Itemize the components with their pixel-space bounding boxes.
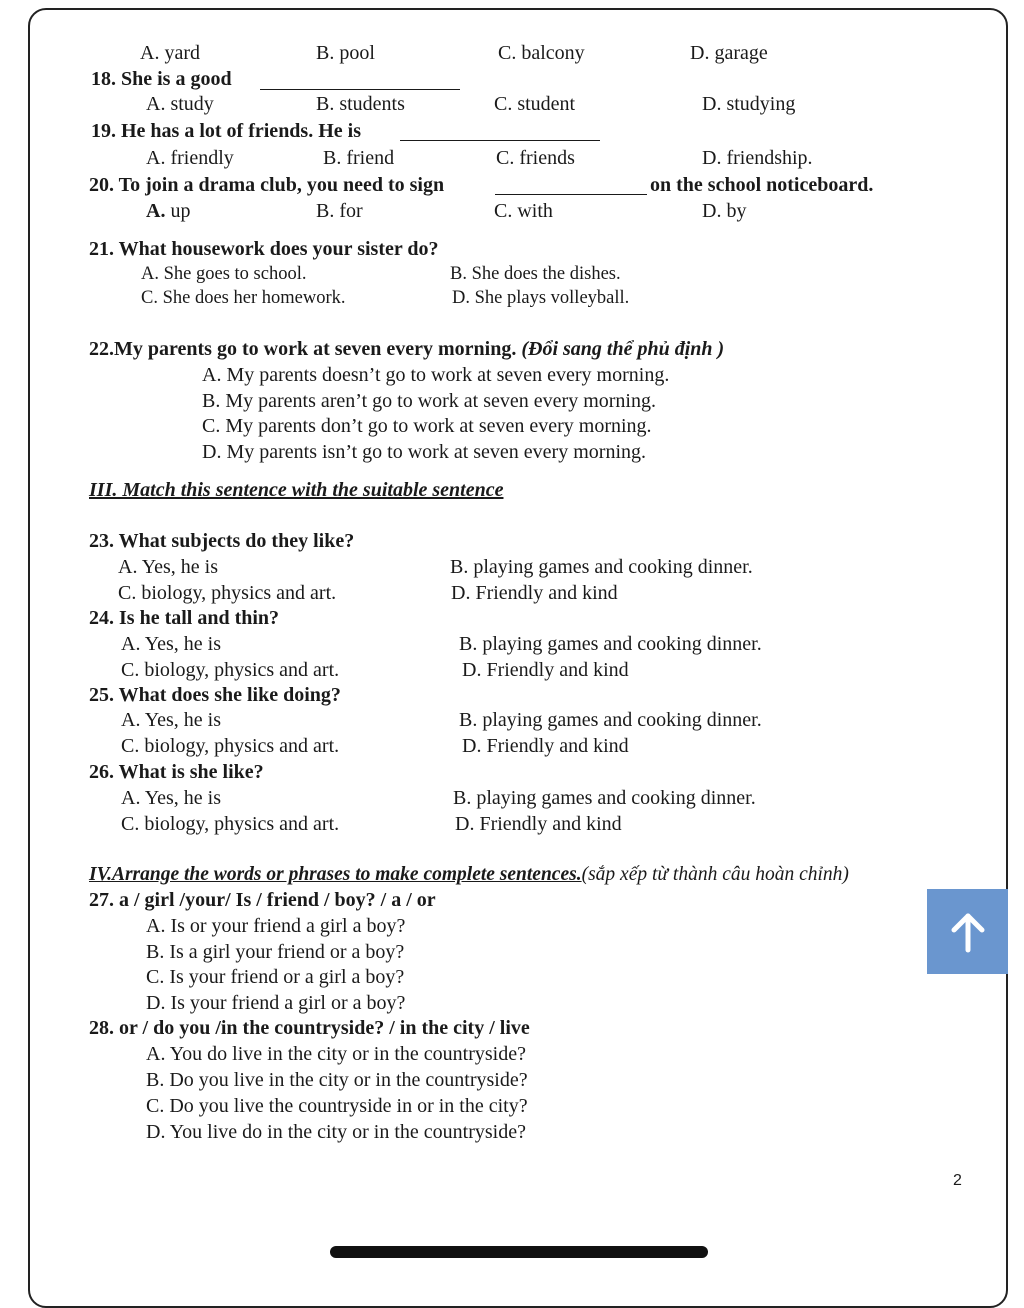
q22-option-b: B. My parents aren’t go to work at seven every morning. [202, 390, 656, 412]
q24-stem: 24. Is he tall and thin? [89, 607, 280, 629]
arrow-up-icon [948, 910, 988, 954]
q25-option-d: D. Friendly and kind [462, 735, 629, 757]
q22-instruction: (Đổi sang thể phủ định ) [521, 338, 725, 360]
section-4-note: (sắp xếp từ thành câu hoàn chỉnh) [581, 864, 849, 885]
q19-option-c: C. friends [496, 147, 575, 169]
q19-option-d: D. friendship. [702, 147, 813, 169]
q20-option-b: B. for [316, 200, 363, 222]
q20-option-d: D. by [702, 200, 747, 222]
q18-option-c: C. student [494, 93, 576, 115]
q28-option-d: D. You live do in the city or in the countryside? [146, 1121, 526, 1143]
q22-stem-text: 22.My parents go to work at seven every morning. [89, 338, 517, 360]
q20-option-c: C. with [494, 200, 553, 222]
q22-option-c: C. My parents don’t go to work at seven every morning. [202, 415, 652, 437]
q28-option-b: B. Do you live in the city or in the countryside? [146, 1069, 528, 1091]
q20-option-a-text: up [165, 200, 191, 222]
q26-option-c: C. biology, physics and art. [121, 813, 340, 835]
q20-option-a [146, 199, 190, 223]
q18-option-d: D. studying [702, 93, 796, 115]
q28-stem: 28. or / do you /in the countryside? / in the city / live [89, 1017, 530, 1039]
q22-option-a: A. My parents doesn’t go to work at seven every morning. [202, 364, 670, 386]
q23-option-c: C. biology, physics and art. [118, 582, 337, 604]
q21-option-d: D. She plays volleyball. [452, 288, 630, 308]
q21-option-a: A. She goes to school. [141, 264, 307, 284]
q24-option-d: D. Friendly and kind [462, 659, 629, 681]
q24-option-b: B. playing games and cooking dinner. [459, 633, 762, 655]
q18-stem: 18. She is a good [91, 68, 232, 90]
q23-option-d: D. Friendly and kind [451, 582, 618, 604]
home-indicator[interactable] [330, 1246, 708, 1258]
q21-option-b: B. She does the dishes. [450, 264, 621, 284]
section-3-title: III. Match this sentence with the suitable sentence [89, 479, 504, 501]
q27-option-d: D. Is your friend a girl or a boy? [146, 992, 406, 1014]
q23-option-a: A. Yes, he is [118, 556, 219, 578]
q25-option-b: B. playing games and cooking dinner. [459, 709, 762, 731]
q27-option-c: C. Is your friend or a girl a boy? [146, 966, 405, 988]
q18-option-a: A. study [146, 93, 214, 115]
q18-option-b: B. students [316, 93, 405, 115]
q23-option-b: B. playing games and cooking dinner. [450, 556, 753, 578]
q27-option-b: B. Is a girl your friend or a boy? [146, 941, 405, 963]
q19-stem: 19. He has a lot of friends. He is [91, 120, 361, 142]
q22-option-d: D. My parents isn’t go to work at seven every morning. [202, 441, 646, 463]
q20-blank [495, 194, 647, 195]
q17-option-b: B. pool [316, 42, 375, 64]
q26-option-b: B. playing games and cooking dinner. [453, 787, 756, 809]
q26-option-d: D. Friendly and kind [455, 813, 622, 835]
q21-option-c: C. She does her homework. [141, 288, 346, 308]
q22-stem [89, 337, 724, 361]
q20-stem: 20. To join a drama club, you need to sign [89, 174, 445, 196]
q20-option-a-letter: A. [146, 200, 166, 222]
q19-blank [400, 140, 600, 141]
q25-option-c: C. biology, physics and art. [121, 735, 340, 757]
q19-option-a: A. friendly [146, 147, 234, 169]
section-4-heading [89, 863, 849, 887]
q26-stem: 26. What is she like? [89, 761, 264, 783]
q24-option-a: A. Yes, he is [121, 633, 222, 655]
q25-option-a: A. Yes, he is [121, 709, 222, 731]
q20-stem-end: on the school noticeboard. [650, 174, 874, 196]
q27-stem: 27. a / girl /your/ Is / friend / boy? / a / or [89, 889, 436, 911]
section-4-title: IV.Arrange the words or phrases to make complete sentences. [89, 864, 582, 885]
q17-option-a: A. yard [140, 42, 200, 64]
q28-option-c: C. Do you live the countryside in or in the city? [146, 1095, 528, 1117]
page-number: 2 [953, 1172, 962, 1189]
q23-stem: 23. What subjects do they like? [89, 530, 355, 552]
q26-option-a: A. Yes, he is [121, 787, 222, 809]
scroll-to-top-button[interactable] [927, 889, 1008, 974]
q21-stem: 21. What housework does your sister do? [89, 238, 439, 260]
q17-option-c: C. balcony [498, 42, 585, 64]
q17-option-d: D. garage [690, 42, 768, 64]
q27-option-a: A. Is or your friend a girl a boy? [146, 915, 406, 937]
q25-stem: 25. What does she like doing? [89, 684, 341, 706]
q18-blank [260, 89, 460, 90]
q19-option-b: B. friend [323, 147, 395, 169]
q28-option-a: A. You do live in the city or in the countryside? [146, 1043, 526, 1065]
q24-option-c: C. biology, physics and art. [121, 659, 340, 681]
section-3-heading [89, 478, 503, 502]
